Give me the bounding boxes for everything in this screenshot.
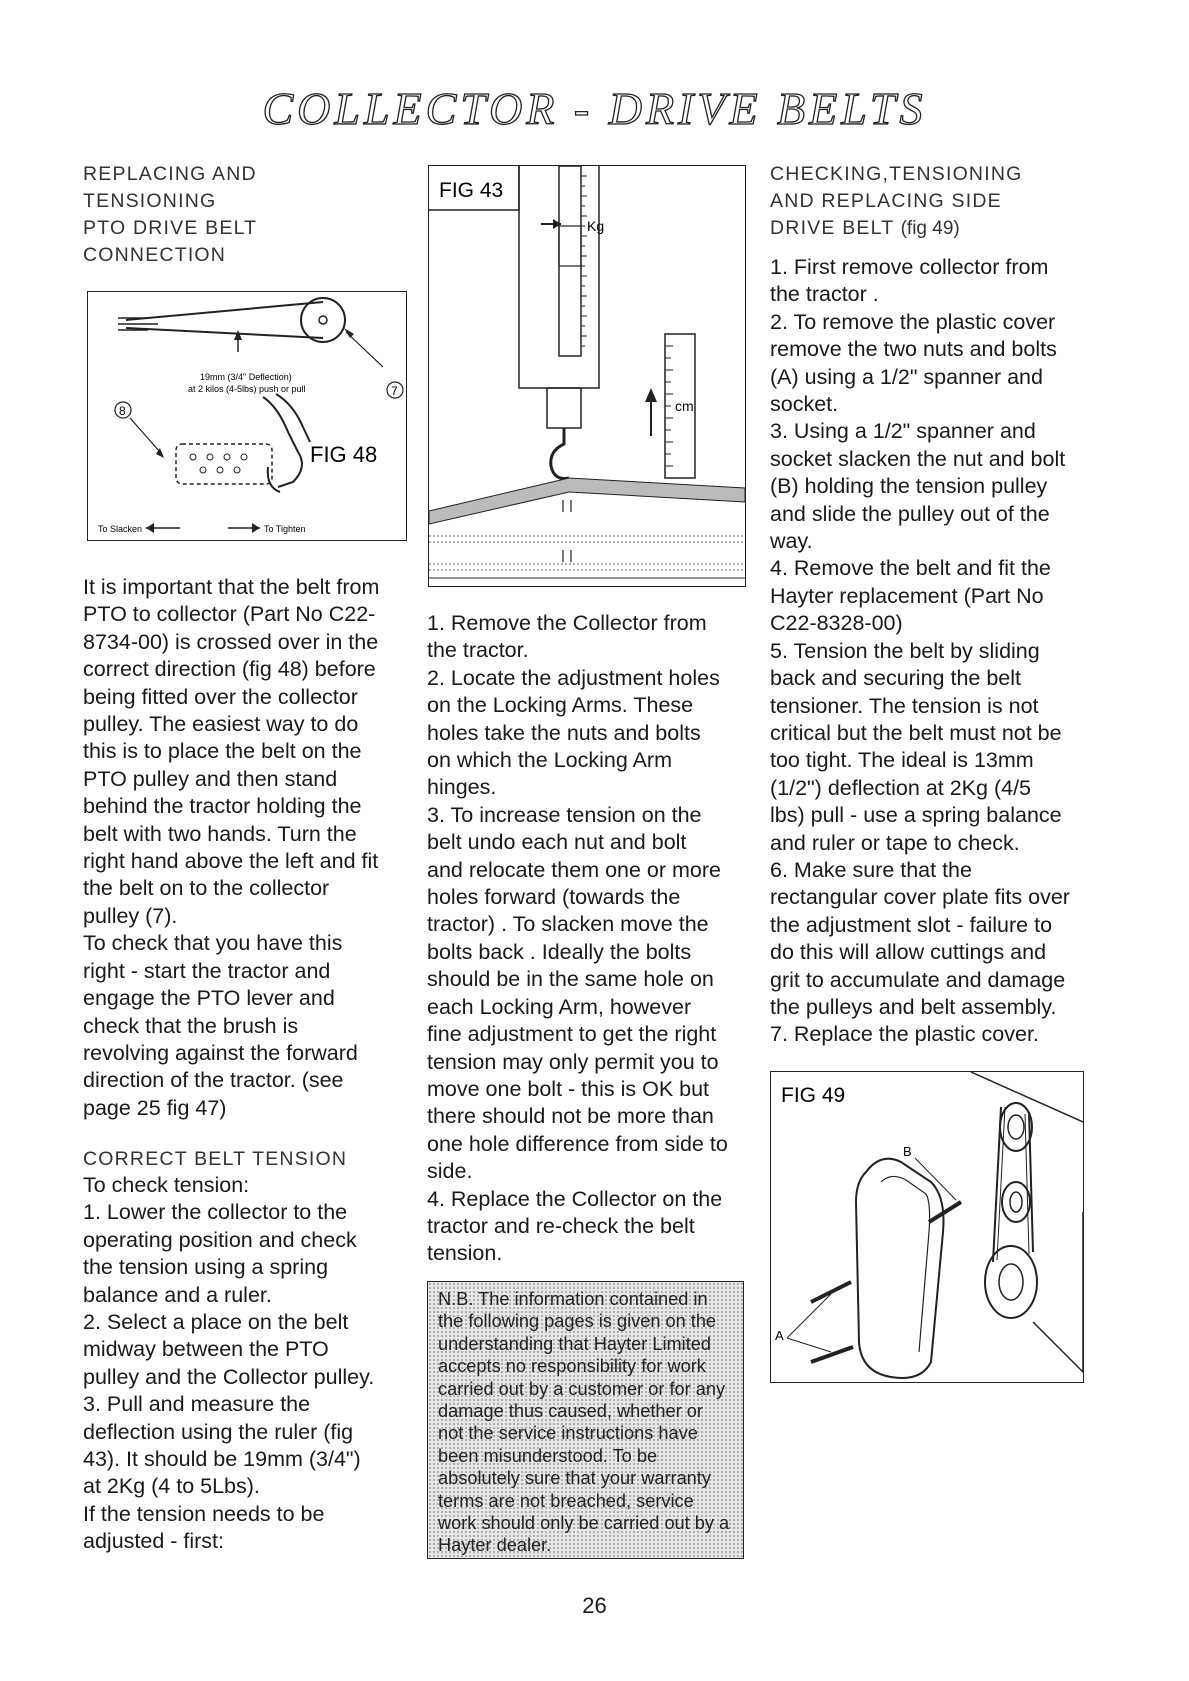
fig-43-diagram (429, 166, 745, 586)
text-line: operating position and check (83, 1227, 357, 1252)
text-line: C22-8328-00) (770, 611, 903, 636)
text-line: back and securing the belt (770, 666, 1021, 691)
text-line: (B) holding the tension pulley (770, 474, 1048, 499)
cm-label: cm (675, 398, 694, 414)
fig-49-label: FIG 49 (781, 1084, 846, 1107)
fig-48-note-line2: at 2 kilos (4-5lbs) push or pull (188, 384, 306, 394)
text-line: right hand above the left and fit (83, 849, 379, 874)
text-line: the belt on to the collector (83, 876, 330, 901)
to-tighten-label: To Tighten (264, 524, 306, 534)
text-line: To check that you have this (83, 931, 343, 956)
heading-line-text: DRIVE BELT (770, 217, 894, 239)
text-line: Hayter replacement (Part No (770, 583, 1044, 608)
callout-7: 7 (391, 384, 398, 398)
text-line: 4. Remove the belt and fit the (770, 556, 1051, 581)
text-line: do this will allow cuttings and (770, 940, 1047, 965)
text-line: on the Locking Arms. These (427, 693, 694, 718)
text-line: direction of the tractor. (see (83, 1068, 344, 1093)
text-line: (1/2") deflection at 2Kg (4/5 (770, 775, 1032, 800)
notice-line: the following pages is given on the (438, 1311, 717, 1332)
text-line: too tight. The ideal is 13mm (770, 748, 1034, 773)
text-line: one hole difference from side to (427, 1131, 728, 1156)
text-line: 7. Replace the plastic cover. (770, 1022, 1039, 1047)
text-line: tensioner. The tension is not (770, 693, 1039, 718)
text-line: and ruler or tape to check. (770, 830, 1020, 855)
text-line: 3. To increase tension on the (427, 802, 702, 827)
left-intro-text (83, 574, 413, 1122)
left-tension-text (83, 1172, 413, 1556)
notice-line: carried out by a customer or for any (438, 1378, 726, 1399)
text-line: and relocate them one or more (427, 857, 721, 882)
text-line: page 25 fig 47) (83, 1095, 227, 1120)
warranty-notice (427, 1281, 744, 1559)
text-line: this is to place the belt on the (83, 739, 362, 764)
notice-line: absolutely sure that your warranty (438, 1468, 711, 1489)
middle-text (427, 610, 747, 1268)
text-line: correct direction (fig 48) before (83, 657, 376, 682)
text-line: 2. Select a place on the belt (83, 1310, 349, 1335)
text-line: pulley and the Collector pulley. (83, 1364, 375, 1389)
kg-label: Kg (587, 218, 605, 234)
fig-48 (87, 291, 407, 541)
heading-line (770, 215, 1100, 242)
fig-43 (428, 165, 746, 587)
text-line: 1. Remove the Collector from (427, 611, 707, 635)
callout-b: B (903, 1144, 912, 1159)
fig-reference: (fig 49) (900, 218, 960, 239)
text-line: pulley (7). (83, 903, 178, 928)
fig-43-label: FIG 43 (439, 179, 504, 202)
text-line: socket slacken the nut and bolt (770, 446, 1066, 471)
text-line: holes forward (towards the (427, 885, 681, 910)
text-line: each Locking Arm, however (427, 994, 692, 1019)
text-line: 3. Using a 1/2" spanner and (770, 419, 1036, 444)
text-line: the pulleys and belt assembly. (770, 994, 1057, 1019)
text-line: move one bolt - this is OK but (427, 1076, 710, 1101)
right-heading (770, 161, 1100, 242)
text-line: on which the Locking Arm (427, 748, 672, 773)
text-line: 5. Tension the belt by sliding (770, 638, 1040, 663)
text-line: holes take the nuts and bolts (427, 720, 701, 745)
text-line: way. (770, 529, 813, 554)
text-line: right - start the tractor and (83, 958, 331, 983)
text-line: tension may only permit you to (427, 1049, 719, 1074)
notice-line: damage thus caused, whether or (438, 1401, 703, 1422)
callout-8: 8 (119, 404, 126, 418)
text-line: deflection using the ruler (fig (83, 1419, 354, 1444)
text-line: socket. (770, 392, 839, 417)
fig-49 (770, 1071, 1084, 1383)
text-line: the adjustment slot - failure to (770, 912, 1053, 937)
heading-line: AND REPLACING SIDE (770, 190, 1002, 212)
text-line: being fitted over the collector (83, 684, 358, 709)
text-line: If the tension needs to be (83, 1501, 325, 1526)
notice-line: terms are not breached, service (438, 1490, 694, 1511)
text-line: belt undo each nut and bolt (427, 830, 687, 855)
notice-line: work should only be carried out by a (438, 1513, 730, 1534)
text-line: fine adjustment to get the right (427, 1022, 717, 1047)
notice-line: been misunderstood. To be (438, 1445, 658, 1466)
right-text (770, 254, 1105, 1049)
notice-line: accepts no responsibility for work (438, 1356, 706, 1377)
text-line: 3. Pull and measure the (83, 1392, 311, 1417)
text-line: at 2Kg (4 to 5Lbs). (83, 1474, 260, 1499)
text-line: balance and a ruler. (83, 1282, 272, 1307)
text-line: 43). It should be 19mm (3/4") (83, 1447, 361, 1472)
text-line: the tractor. (427, 638, 529, 663)
page-title: COLLECTOR - DRIVE BELTS (262, 83, 927, 134)
text-line: and slide the pulley out of the (770, 501, 1050, 526)
text-line: 2. To remove the plastic cover (770, 309, 1056, 334)
to-slacken-label: To Slacken (98, 524, 143, 534)
text-line: It is important that the belt from (83, 575, 380, 599)
text-line: 6. Make sure that the (770, 857, 972, 882)
text-line: there should not be more than (427, 1104, 714, 1129)
text-line: bolts back . Ideally the bolts (427, 939, 692, 964)
page-number: 26 (582, 1593, 607, 1618)
text-line: adjusted - first: (83, 1529, 224, 1554)
text-line: belt with two hands. Turn the (83, 821, 357, 846)
text-line: midway between the PTO (83, 1337, 329, 1362)
fig-48-label: FIG 48 (310, 442, 378, 467)
text-line: revolving against the forward (83, 1040, 358, 1065)
text-line: critical but the belt must not be (770, 720, 1062, 745)
text-line: remove the two nuts and bolts (770, 337, 1057, 362)
fig-48-note-line1: 19mm (3/4" Deflection) (200, 372, 292, 382)
left-heading (83, 161, 393, 269)
text-line: (A) using a 1/2" spanner and (770, 364, 1043, 389)
text-line: 2. Locate the adjustment holes (427, 665, 720, 690)
text-line: rectangular cover plate fits over (770, 885, 1070, 910)
text-line: check that the brush is (83, 1013, 299, 1038)
fig-48-diagram (88, 292, 406, 540)
text-line: PTO to collector (Part No C22- (83, 602, 376, 627)
text-line: lbs) pull - use a spring balance (770, 803, 1062, 828)
text-line: 1. First remove collector from (770, 255, 1049, 279)
text-line: grit to accumulate and damage (770, 967, 1066, 992)
text-line: tractor) . To slacken move the (427, 912, 709, 937)
text-line: tractor and re-check the belt (427, 1213, 695, 1238)
text-line: should be in the same hole on (427, 967, 714, 992)
text-line: PTO pulley and then stand (83, 766, 338, 791)
text-line: pulley. The easiest way to do (83, 712, 359, 737)
heading-line: PTO DRIVE BELT (83, 217, 258, 239)
text-line: tension. (427, 1241, 503, 1266)
text-line: 1. Lower the collector to the (83, 1200, 348, 1225)
heading-line: CONNECTION (83, 244, 227, 266)
text-line: the tractor . (770, 282, 879, 307)
heading-line: TENSIONING (83, 190, 217, 212)
fig-49-diagram (771, 1072, 1083, 1382)
text-line: hinges. (427, 775, 497, 800)
notice-line: not the service instructions have (438, 1423, 698, 1444)
text-line: 8734-00) is crossed over in the (83, 629, 379, 654)
callout-a: A (775, 1328, 784, 1343)
text-line: side. (427, 1159, 473, 1184)
text-line: engage the PTO lever and (83, 986, 335, 1011)
text-line: the tension using a spring (83, 1255, 329, 1280)
notice-line: N.B. The information contained in (438, 1289, 708, 1309)
heading-line: REPLACING AND (83, 163, 257, 185)
text-line: To check tension: (83, 1173, 250, 1197)
text-line: behind the tractor holding the (83, 794, 362, 819)
heading-line: CHECKING,TENSIONING (770, 163, 1023, 185)
text-line: 4. Replace the Collector on the (427, 1186, 723, 1211)
notice-line: understanding that Hayter Limited (438, 1333, 711, 1354)
correct-belt-tension-heading: CORRECT BELT TENSION (83, 1148, 348, 1170)
notice-line: Hayter dealer. (438, 1535, 552, 1556)
